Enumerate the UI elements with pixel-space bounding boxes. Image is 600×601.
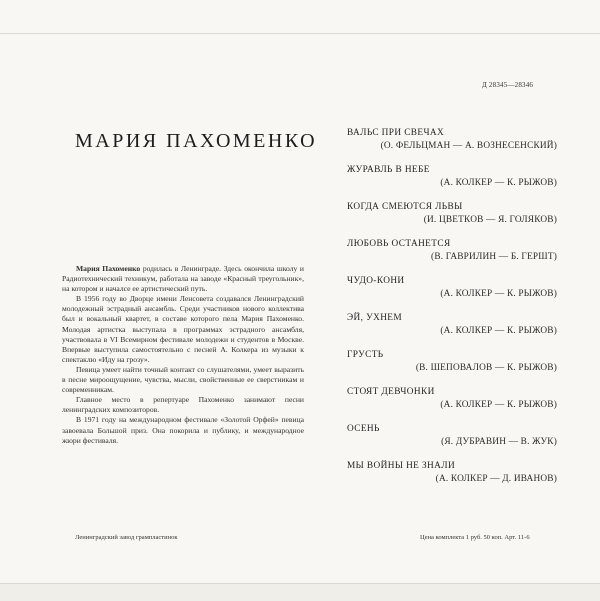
- sleeve-top-edge: [0, 33, 600, 34]
- track-authors: (А. КОЛКЕР — К. РЫЖОВ): [440, 400, 557, 410]
- track-title: ЖУРАВЛЬ В НЕБЕ: [347, 165, 430, 175]
- page-title: МАРИЯ ПАХОМЕНКО: [75, 130, 318, 152]
- track-title: ЧУДО-КОНИ: [347, 276, 405, 286]
- track-authors: (В. ГАВРИЛИН — Б. ГЕРШТ): [431, 252, 557, 262]
- bio-paragraph-3: Певица умеет найти точный контакт со слушателями, умеет выразить в песне мироощущение, чувства, мысли, свойственные ее сверстникам и современникам.: [62, 364, 304, 395]
- track-item: [347, 202, 557, 239]
- bio-p1-text: родилась в Ленинграде. Здесь окончила школу и Радиотехнический техникум, работала на заводе «Красный треугольник», на котором и началсе ее артистический путь.: [62, 264, 304, 294]
- track-title: ЭЙ, УХНЕМ: [347, 313, 403, 323]
- track-title: МЫ ВОЙНЫ НЕ ЗНАЛИ: [347, 461, 456, 471]
- track-title: КОГДА СМЕЮТСЯ ЛЬВЫ: [347, 202, 463, 212]
- track-authors: (А. КОЛКЕР — Д. ИВАНОВ): [435, 474, 557, 484]
- bio-paragraph-1: [62, 264, 304, 294]
- track-title: ВАЛЬС ПРИ СВЕЧАХ: [347, 128, 445, 138]
- track-title: ЛЮБОВЬ ОСТАНЕТСЯ: [347, 239, 451, 249]
- track-item: [347, 424, 557, 461]
- track-item: [347, 350, 557, 387]
- track-item: [347, 239, 557, 276]
- track-list: [347, 128, 557, 498]
- bio-paragraph-5: В 1971 году на международном фестивале «Золотой Орфей» певица завоевала Большой приз. Она покорила и публику, и международное жюри фестиваля.: [62, 415, 304, 445]
- track-title: ОСЕНЬ: [347, 424, 380, 434]
- bio-paragraph-4: Главное место в репертуаре Пахоменко занимают песни ленинградских композиторов.: [62, 395, 304, 415]
- biography-text: [62, 264, 304, 446]
- track-item: [347, 276, 557, 313]
- track-authors: (Я. ДУБРАВИН — В. ЖУК): [441, 437, 557, 447]
- track-item: [347, 128, 557, 165]
- track-item: [347, 165, 557, 202]
- sleeve-bottom-edge: [0, 583, 600, 601]
- track-authors: (И. ЦВЕТКОВ — Я. ГОЛЯКОВ): [423, 215, 557, 225]
- bio-lead-name: Мария Пахоменко: [76, 264, 141, 273]
- bio-paragraph-2: В 1956 году во Дворце имени Ленсовета создавался Ленинградский молодежный эстрадный ансамбль. Среди участников нового коллектива был и вокальный квартет, в составе которого пела Мария Пахоменко. Молодая артистка выступала в программах эстрадного ансамбля, участвовала в VI Всемирном фестивале молодежи и студентов в Москве. Впервые выступила самостоятельно с песней А. Колкера из музыки к спектаклю «Иду на грозу».: [62, 294, 304, 364]
- catalog-number: Д 28345—28346: [482, 81, 534, 89]
- track-authors: (А. КОЛКЕР — К. РЫЖОВ): [440, 289, 557, 299]
- price-label: Цена комплекта 1 руб. 50 коп. Арт. 11-6: [420, 534, 530, 541]
- track-item: [347, 313, 557, 350]
- track-item: [347, 387, 557, 424]
- track-authors: (А. КОЛКЕР — К. РЫЖОВ): [440, 178, 557, 188]
- track-authors: (А. КОЛКЕР — К. РЫЖОВ): [440, 326, 557, 336]
- track-item: [347, 461, 557, 498]
- track-authors: (О. ФЕЛЬЦМАН — А. ВОЗНЕСЕНСКИЙ): [380, 141, 557, 151]
- track-title: ГРУСТЬ: [347, 350, 384, 360]
- track-authors: (В. ШЕПОВАЛОВ — К. РЫЖОВ): [415, 363, 557, 373]
- manufacturer-label: Ленинградский завод грампластинок: [75, 534, 178, 541]
- track-title: СТОЯТ ДЕВЧОНКИ: [347, 387, 435, 397]
